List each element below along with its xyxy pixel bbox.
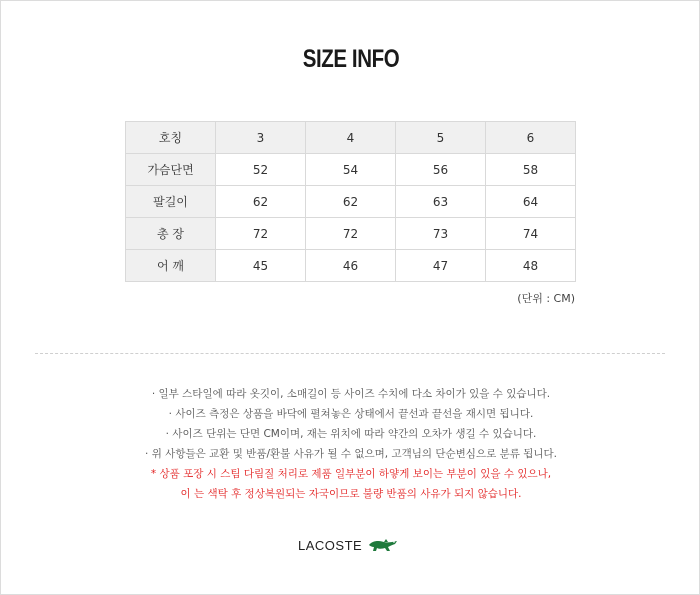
brand-logo [298,537,398,553]
value-cell: 62 [216,186,306,218]
value-cell: 64 [486,186,576,218]
row-label-cell: 총 장 [126,218,216,250]
value-cell: 58 [486,154,576,186]
value-cell: 72 [306,218,396,250]
row-label-cell: 가슴단면 [126,154,216,186]
note-line: · 사이즈 측정은 상품을 바닥에 펼쳐놓은 상태에서 끝선과 끝선을 재시면 됩니다. [168,408,534,420]
table-row [126,186,576,218]
value-cell: 73 [396,218,486,250]
warning-note-line: 이 는 색탁 후 정상복원되는 자국이므로 불량 반품의 사유가 되지 않습니다. [180,488,522,500]
size-header-cell: 5 [396,122,486,154]
value-cell: 62 [306,186,396,218]
size-header-cell: 4 [306,122,396,154]
value-cell: 46 [306,250,396,282]
table-header-row [126,122,576,154]
dashed-divider [35,353,665,354]
table-row [126,154,576,186]
header-label-cell: 호칭 [126,122,216,154]
note-line: · 일부 스타일에 따라 옷깃이, 소매길이 등 사이즈 수치에 다소 차이가 있을 수 있습니다. [151,388,551,400]
note-line: · 위 사항들은 교환 및 반품/환불 사유가 될 수 없으며, 고객님의 단순변심으로 분류 됩니다. [145,448,557,460]
value-cell: 72 [216,218,306,250]
size-header-cell: 6 [486,122,576,154]
value-cell: 56 [396,154,486,186]
table-row [126,250,576,282]
note-line: · 사이즈 단위는 단면 CM이며, 재는 위치에 따라 약간의 오차가 생길 수 있습니다. [165,428,537,440]
value-cell: 45 [216,250,306,282]
size-header-cell: 3 [216,122,306,154]
value-cell: 48 [486,250,576,282]
value-cell: 74 [486,218,576,250]
size-table [125,121,576,282]
row-label-cell: 팔길이 [126,186,216,218]
unit-label: (단위 : CM) [517,292,575,305]
table-row [126,218,576,250]
crocodile-icon [368,537,398,553]
notes-block [1,384,700,504]
value-cell: 63 [396,186,486,218]
row-label-cell: 어 깨 [126,250,216,282]
value-cell: 52 [216,154,306,186]
value-cell: 47 [396,250,486,282]
page-title: SIZE INFO [302,45,400,73]
warning-note-line: * 상품 포장 시 스팀 다림질 처리로 제품 일부분이 하얗게 보이는 부분이 있을 수 있으나, [150,468,552,480]
value-cell: 54 [306,154,396,186]
brand-name: LACOSTE [298,537,363,553]
